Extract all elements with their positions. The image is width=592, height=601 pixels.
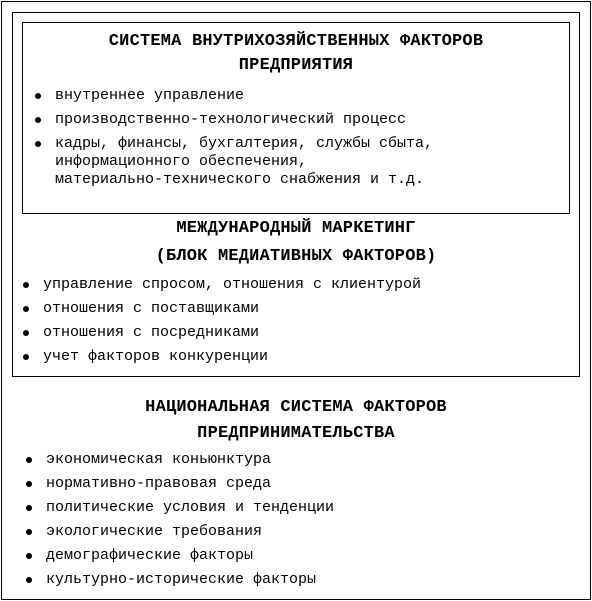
national-factors-list (22, 448, 334, 592)
bullet-icon (26, 505, 32, 511)
internal-factor-label-line1: кадры, финансы, бухгалтерия, службы сбыта, (55, 135, 434, 152)
bullet-icon (26, 457, 32, 463)
bullet-icon (35, 93, 41, 99)
internal-factor-label: производственно-технологический процесс (55, 111, 407, 128)
bullet-icon (26, 553, 32, 559)
internal-factors-title-line1: СИСТЕМА ВНУТРИХОЗЯЙСТВЕННЫХ ФАКТОРОВ (108, 32, 484, 51)
national-factor-item (22, 496, 334, 520)
national-factor-item (22, 448, 334, 472)
bullet-icon (26, 577, 32, 583)
internal-factor-label-line2: информационного обеспечения, (55, 153, 308, 170)
marketing-factor-item (19, 297, 421, 321)
internal-factor-item (31, 108, 433, 132)
bullet-icon (23, 282, 29, 288)
bullet-icon (23, 306, 29, 312)
marketing-factor-item (19, 345, 421, 369)
bullet-icon (23, 354, 29, 360)
national-factor-label: демографические факторы (46, 547, 254, 564)
marketing-factor-label: отношения с поставщиками (43, 300, 260, 317)
national-factors-title-line2: ПРЕДПРИНИМАТЕЛЬСТВА (197, 424, 395, 443)
national-factor-label: экономическая коньюнктура (46, 451, 272, 468)
marketing-factor-item (19, 321, 421, 345)
international-marketing-title-line1: МЕЖДУНАРОДНЫЙ МАРКЕТИНГ (176, 219, 416, 238)
national-factor-label: нормативно-правовая среда (46, 475, 272, 492)
marketing-factor-label: отношения с посредниками (43, 324, 260, 341)
internal-factor-label: внутреннее управление (55, 87, 245, 104)
bullet-icon (35, 117, 41, 123)
international-marketing-list (19, 273, 421, 369)
marketing-factor-label: учет факторов конкуренции (43, 348, 269, 365)
internal-factors-title-line2: ПРЕДПРИЯТИЯ (238, 56, 354, 75)
national-factor-item (22, 472, 334, 496)
national-factor-label: политические условия и тенденции (46, 499, 335, 516)
bullet-icon (23, 330, 29, 336)
internal-factors-box (22, 22, 570, 214)
international-marketing-title-line2: (БЛОК МЕДИАТИВНЫХ ФАКТОРОВ) (155, 247, 437, 266)
national-factor-item (22, 568, 334, 592)
internal-factor-label-line3: материально-технического снабжения и т.д. (55, 171, 425, 188)
national-factor-label: экологические требования (46, 523, 263, 540)
marketing-factor-label: управление спросом, отношения с клиентурой (43, 276, 422, 293)
national-factor-item (22, 544, 334, 568)
national-factor-label: культурно-исторические факторы (46, 571, 317, 588)
national-factor-item (22, 520, 334, 544)
national-factors-title-line1: НАЦИОНАЛЬНАЯ СИСТЕМА ФАКТОРОВ (145, 398, 447, 417)
marketing-factor-item (19, 273, 421, 297)
internal-factor-item (31, 84, 433, 108)
internal-factor-item (31, 132, 433, 189)
internal-factors-list (31, 84, 433, 189)
bullet-icon (26, 529, 32, 535)
bullet-icon (35, 141, 41, 147)
bullet-icon (26, 481, 32, 487)
